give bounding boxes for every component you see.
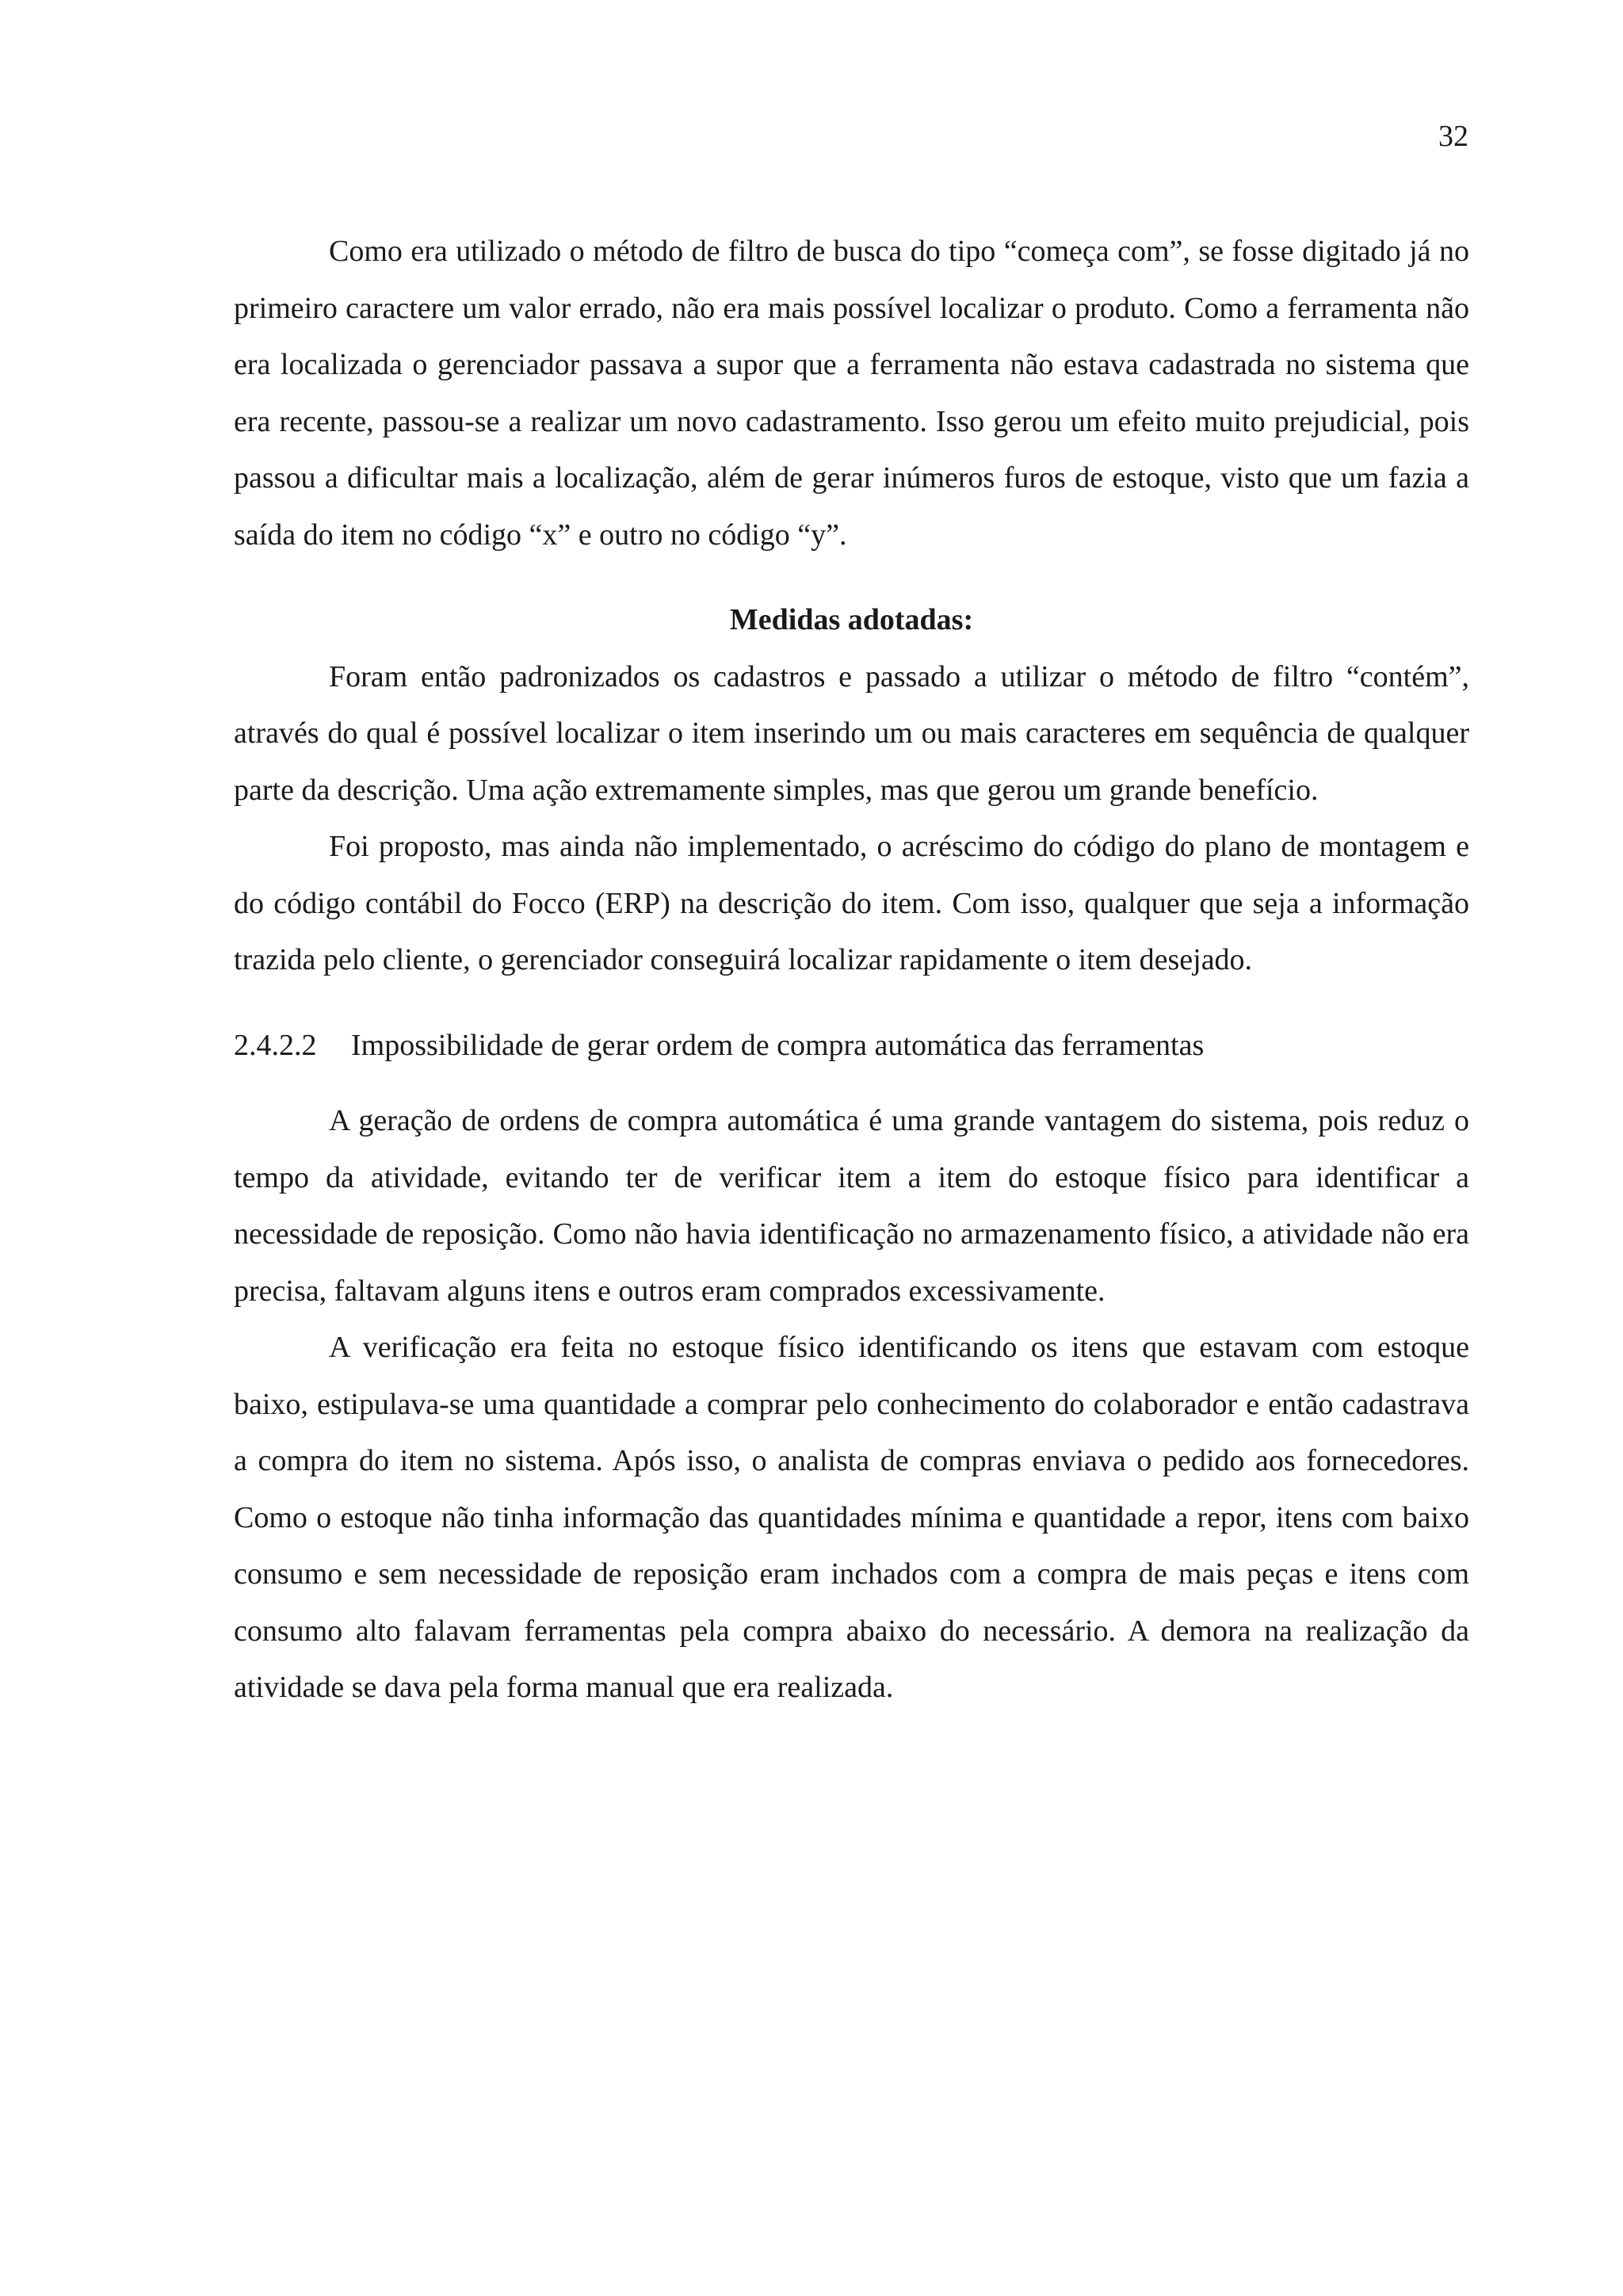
paragraph-automatic-orders: A geração de ordens de compra automática é uma grande vantagem do sistema, pois reduz o tempo da atividade, evitando ter de verificar item a item do estoque físico para identificar a necessidade de reposição. Como não havia identificação no armazenamento físico, a atividade não era precisa, faltavam alguns itens e outros eram comprados excessivamente. <box>234 1104 1469 1308</box>
section-number: 2.4.2.2 <box>234 1028 317 1062</box>
paragraph-verification: A verificação era feita no estoque físico identificando os itens que estavam com estoque baixo, estipulava-se uma quantidade a comprar pelo conhecimento do colaborador e então cadastrava a compra do item no sistema. Após isso, o analista de compras enviava o pedido aos fornecedores. Como o estoque não tinha informação das quantidades mínima e quantidade a repor, itens com baixo consumo e sem necessidade de reposição eram inchados com a compra de mais peças e itens com consumo alto falavam ferramentas pela compra abaixo do necessário. A demora na realização da atividade se dava pela forma manual que era realizada. <box>234 1331 1469 1704</box>
page-number: 32 <box>1438 120 1468 153</box>
page-body <box>234 223 1469 1717</box>
section-title: Impossibilidade de gerar ordem de compra automática das ferramentas <box>351 1028 1205 1062</box>
paragraph-proposal: Foi proposto, mas ainda não implementado, o acréscimo do código do plano de montagem e do código contábil do Focco (ERP) na descrição do item. Com isso, qualquer que seja a informação trazida pelo cliente, o gerenciador conseguirá localizar rapidamente o item desejado. <box>234 830 1469 976</box>
measures-heading: Medidas adotadas: <box>729 603 974 636</box>
section-heading <box>234 1018 1469 1075</box>
paragraph-standardization: Foram então padronizados os cadastros e passado a utilizar o método de filtro “contém”, através do qual é possível localizar o item inserindo um ou mais caracteres em sequência de qualquer parte da descrição. Uma ação extremamente simples, mas que gerou um grande benefício. <box>234 659 1469 807</box>
paragraph-filter-problem: Como era utilizado o método de filtro de busca do tipo “começa com”, se fosse digitado já no primeiro caractere um valor errado, não era mais possível localizar o produto. Como a ferramenta não era localizada o gerenciador passava a supor que a ferramenta não estava cadastrada no sistema que era recente, passou-se a realizar um novo cadastramento. Isso gerou um efeito muito prejudicial, pois passou a dificultar mais a localização, além de gerar inúmeros furos de estoque, visto que um fazia a saída do item no código “x” e outro no código “y”. <box>234 235 1469 552</box>
